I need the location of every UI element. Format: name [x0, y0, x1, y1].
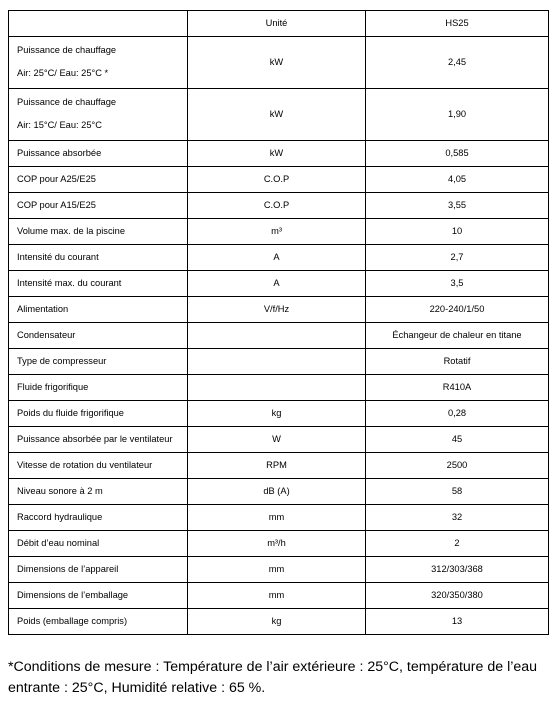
row-label: Type de compresseur: [17, 355, 107, 366]
row-label-cell: [9, 193, 188, 219]
table-row: [9, 297, 549, 323]
row-value-cell: 4,05: [366, 167, 549, 193]
row-value-cell: 13: [366, 609, 549, 635]
table-row: [9, 505, 549, 531]
row-label: Dimensions de l’emballage: [17, 589, 129, 600]
row-value-cell: Rotatif: [366, 349, 549, 375]
row-label: Puissance absorbée par le ventilateur: [17, 433, 173, 444]
row-label-cell: [9, 297, 188, 323]
table-row: [9, 271, 549, 297]
row-label: Fluide frigorifique: [17, 381, 89, 392]
row-label-cell: [9, 401, 188, 427]
row-label: Puissance absorbée: [17, 147, 102, 158]
row-unit-cell: RPM: [188, 453, 366, 479]
table-row: [9, 609, 549, 635]
row-label-cell: [9, 557, 188, 583]
row-label: Poids (emballage compris): [17, 615, 128, 626]
table-row: [9, 401, 549, 427]
row-label: Puissance de chauffage: [17, 97, 117, 108]
row-label-cell: [9, 37, 188, 89]
row-label: Condensateur: [17, 329, 76, 340]
row-unit-cell: mm: [188, 557, 366, 583]
spec-table: [8, 10, 549, 635]
row-label-condition: Air: 15°C/ Eau: 25°C: [17, 120, 102, 130]
table-row: [9, 479, 549, 505]
row-label: Raccord hydraulique: [17, 511, 103, 522]
row-value-cell: 2500: [366, 453, 549, 479]
row-label-cell: [9, 271, 188, 297]
row-label-cell: [9, 323, 188, 349]
header-model-cell: HS25: [366, 11, 549, 37]
row-unit-cell: A: [188, 271, 366, 297]
row-value-cell: 45: [366, 427, 549, 453]
row-unit-cell: kW: [188, 141, 366, 167]
row-label-cell: [9, 479, 188, 505]
row-label: COP pour A25/E25: [17, 173, 96, 184]
row-unit-cell: kW: [188, 89, 366, 141]
row-label-cell: [9, 505, 188, 531]
row-value-cell: 32: [366, 505, 549, 531]
row-value-cell: 312/303/368: [366, 557, 549, 583]
row-label: Niveau sonore à 2 m: [17, 485, 103, 496]
table-row: [9, 37, 549, 89]
row-label: Intensité max. du courant: [17, 277, 122, 288]
row-label: Débit d’eau nominal: [17, 537, 100, 548]
footnote: *Conditions de mesure : Température de l’air extérieure : 25°C, température de l’eau entrante : 25°C, Humidité relative : 65 %.: [8, 659, 538, 696]
row-label-cell: [9, 167, 188, 193]
row-label: Poids du fluide frigorifique: [17, 407, 124, 418]
row-unit-cell: mm: [188, 583, 366, 609]
row-unit-cell: kg: [188, 401, 366, 427]
row-label: COP pour A15/E25: [17, 199, 96, 210]
row-value-cell: 58: [366, 479, 549, 505]
row-unit-cell: m³: [188, 219, 366, 245]
row-value-cell: 0,28: [366, 401, 549, 427]
row-label-cell: [9, 427, 188, 453]
table-row: [9, 141, 549, 167]
row-label-cell: [9, 531, 188, 557]
row-value-cell: 2: [366, 531, 549, 557]
row-label-cell: [9, 89, 188, 141]
row-label: Dimensions de l’appareil: [17, 563, 119, 574]
row-unit-cell: V/f/Hz: [188, 297, 366, 323]
row-unit-cell: [188, 349, 366, 375]
row-label-cell: [9, 375, 188, 401]
row-value-cell: 320/350/380: [366, 583, 549, 609]
row-label: Puissance de chauffage: [17, 45, 117, 56]
table-row: [9, 453, 549, 479]
table-row: [9, 167, 549, 193]
row-unit-cell: [188, 375, 366, 401]
spec-table-body: [9, 11, 549, 635]
row-value-cell: 2,45: [366, 37, 549, 89]
row-label: Vitesse de rotation du ventilateur: [17, 459, 153, 470]
table-row: [9, 583, 549, 609]
row-label-cell: [9, 245, 188, 271]
row-label-cell: [9, 609, 188, 635]
row-label-cell: [9, 583, 188, 609]
row-label: Alimentation: [17, 303, 69, 314]
table-row: [9, 557, 549, 583]
row-unit-cell: m³/h: [188, 531, 366, 557]
row-label: Volume max. de la piscine: [17, 225, 126, 236]
table-row: [9, 89, 549, 141]
row-value-cell: 3,5: [366, 271, 549, 297]
row-unit-cell: A: [188, 245, 366, 271]
row-value-cell: R410A: [366, 375, 549, 401]
table-row: [9, 349, 549, 375]
row-unit-cell: C.O.P: [188, 167, 366, 193]
header-label-cell: [9, 11, 188, 37]
header-unit-cell: Unité: [188, 11, 366, 37]
row-unit-cell: mm: [188, 505, 366, 531]
row-label-cell: [9, 349, 188, 375]
row-unit-cell: dB (A): [188, 479, 366, 505]
table-row: [9, 193, 549, 219]
row-label-cell: [9, 219, 188, 245]
row-unit-cell: kW: [188, 37, 366, 89]
row-value-cell: 220-240/1/50: [366, 297, 549, 323]
row-unit-cell: W: [188, 427, 366, 453]
row-value-cell: 2,7: [366, 245, 549, 271]
row-unit-cell: kg: [188, 609, 366, 635]
table-row: [9, 427, 549, 453]
row-unit-cell: [188, 323, 366, 349]
table-row: [9, 323, 549, 349]
row-label-cell: [9, 453, 188, 479]
table-row: [9, 375, 549, 401]
row-value-cell: 10: [366, 219, 549, 245]
row-label-condition: Air: 25°C/ Eau: 25°C *: [17, 68, 109, 78]
table-row: [9, 245, 549, 271]
table-header-row: [9, 11, 549, 37]
row-label-cell: [9, 141, 188, 167]
row-value-cell: 3,55: [366, 193, 549, 219]
table-row: [9, 531, 549, 557]
row-value-cell: 0,585: [366, 141, 549, 167]
row-value-cell: Échangeur de chaleur en titane: [366, 323, 549, 349]
row-unit-cell: C.O.P: [188, 193, 366, 219]
row-value-cell: 1,90: [366, 89, 549, 141]
table-row: [9, 219, 549, 245]
row-label: Intensité du courant: [17, 251, 99, 262]
